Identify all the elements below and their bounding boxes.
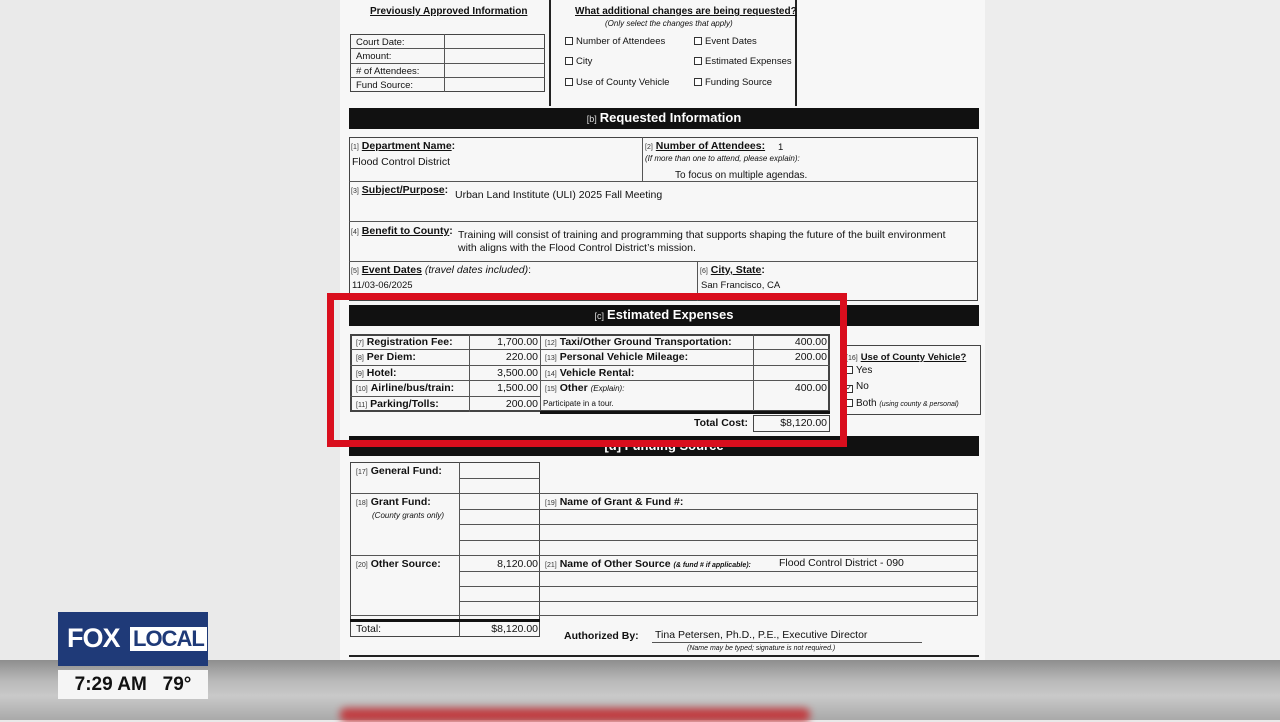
expense-label: [8] Per Diem: — [356, 351, 416, 363]
authorized-by-note: (Name may be typed; signature is not required.) — [687, 645, 836, 652]
dates-label: [5] Event Dates (travel dates included): — [351, 264, 532, 276]
attendees-note: To focus on multiple agendas. — [675, 170, 808, 181]
fox-local-logo — [58, 612, 208, 666]
changes-title: What additional changes are being requested? — [575, 6, 797, 17]
clock-time: 7:29 AM — [74, 674, 147, 695]
vehicle-no[interactable]: ✓ No — [846, 381, 869, 392]
expense-value: 3,500.00 — [497, 367, 538, 379]
other-source-label: [20] Other Source: — [356, 558, 441, 570]
requested-info-header: [b] Requested Information — [349, 108, 979, 129]
authorized-by-value: Tina Petersen, Ph.D., P.E., Executive Director — [655, 629, 868, 641]
dept-label: [1] Department Name: — [351, 140, 456, 152]
change-checkbox[interactable]: Number of Attendees — [565, 36, 665, 47]
expense-value: 400.00 — [794, 336, 827, 348]
expense-label: [14] Vehicle Rental: — [545, 367, 635, 379]
attendees-value: 1 — [778, 142, 784, 153]
prev-row: Fund Source: — [356, 80, 414, 91]
grant-name-label: [19] Name of Grant & Fund #: — [545, 496, 684, 508]
city-value: San Francisco, CA — [701, 280, 781, 291]
changes-subtitle: (Only select the changes that apply) — [605, 19, 733, 28]
funding-total-value: $8,120.00 — [491, 623, 538, 635]
vehicle-label: [16] Use of County Vehicle? — [846, 352, 967, 363]
general-fund-label: [17] General Fund: — [356, 465, 442, 477]
logo-fox-text: FOX — [67, 623, 120, 653]
change-checkbox[interactable]: Estimated Expenses — [694, 56, 792, 67]
expense-label: [10] Airline/bus/train: — [356, 382, 455, 394]
highlight-frame — [327, 293, 847, 447]
prev-row: Amount: — [356, 51, 392, 62]
change-checkbox[interactable]: Funding Source — [694, 77, 772, 88]
authorized-by-label: Authorized By: — [564, 630, 639, 642]
expense-label: [12] Taxi/Other Ground Transportation: — [545, 336, 732, 348]
change-checkbox[interactable]: City — [565, 56, 592, 67]
prev-row: # of Attendees: — [356, 66, 420, 77]
background-left — [0, 0, 340, 660]
expense-value: 200.00 — [794, 351, 827, 363]
other-note: Participate in a tour. — [543, 399, 614, 408]
other-source-name-value: Flood Control District - 090 — [779, 557, 904, 569]
grant-fund-hint: (County grants only) — [372, 511, 445, 520]
expense-value: 400.00 — [794, 382, 827, 394]
vehicle-both[interactable]: Both (using county & personal) — [845, 398, 959, 409]
benefit-line: with aligns with the Flood Control District’s mission. — [458, 242, 696, 254]
expense-value: 1,700.00 — [497, 336, 538, 348]
vehicle-yes[interactable]: Yes — [845, 365, 872, 376]
grant-fund-label: [18] Grant Fund: — [356, 496, 431, 508]
estimated-expenses-header: [c] Estimated Expenses — [349, 305, 979, 326]
subject-value: Urban Land Institute (ULI) 2025 Fall Meeting — [455, 189, 663, 201]
change-checkbox[interactable]: Event Dates — [694, 36, 757, 47]
attendees-hint: (If more than one to attend, please explain): — [645, 154, 800, 163]
station-bug — [58, 612, 208, 699]
logo-local-text: LOCAL — [130, 627, 207, 651]
city-label: [6] City, State: — [700, 264, 765, 276]
background-right — [980, 0, 1280, 660]
expense-label: [7] Registration Fee: — [356, 336, 453, 348]
funding-table — [350, 462, 540, 637]
temperature: 79° — [162, 674, 192, 695]
total-cost-value: $8,120.00 — [780, 417, 827, 429]
expense-label: [15] Other (Explain): — [545, 382, 625, 394]
benefit-line: Training will consist of training and programming that supports shaping the future of the built environment — [458, 229, 946, 241]
dates-value: 11/03-06/2025 — [352, 280, 413, 291]
other-source-name-label: [21] Name of Other Source (& fund # if applicable): — [545, 558, 751, 570]
funding-source-header: [d] Funding Source — [349, 436, 979, 456]
expense-value: 200.00 — [505, 398, 538, 410]
time-temp — [58, 670, 208, 699]
expense-label: [11] Parking/Tolls: — [356, 398, 439, 410]
dept-value: Flood Control District — [352, 156, 451, 168]
expense-value: 220.00 — [505, 351, 538, 363]
expense-label: [9] Hotel: — [356, 367, 397, 379]
expense-label: [13] Personal Vehicle Mileage: — [545, 351, 689, 363]
prev-row: Court Date: — [356, 37, 405, 48]
total-cost-label: Total Cost: — [694, 417, 749, 429]
other-source-value: 8,120.00 — [497, 558, 538, 570]
benefit-label: [4] Benefit to County: — [351, 225, 453, 237]
expense-value: 1,500.00 — [497, 382, 538, 394]
change-checkbox[interactable]: Use of County Vehicle — [565, 77, 669, 88]
funding-total-label: Total: — [356, 623, 382, 635]
attendees-label: [2] Number of Attendees: — [645, 140, 766, 152]
subject-label: [3] Subject/Purpose: — [351, 184, 449, 196]
prev-approved-title: Previously Approved Information — [370, 6, 528, 17]
